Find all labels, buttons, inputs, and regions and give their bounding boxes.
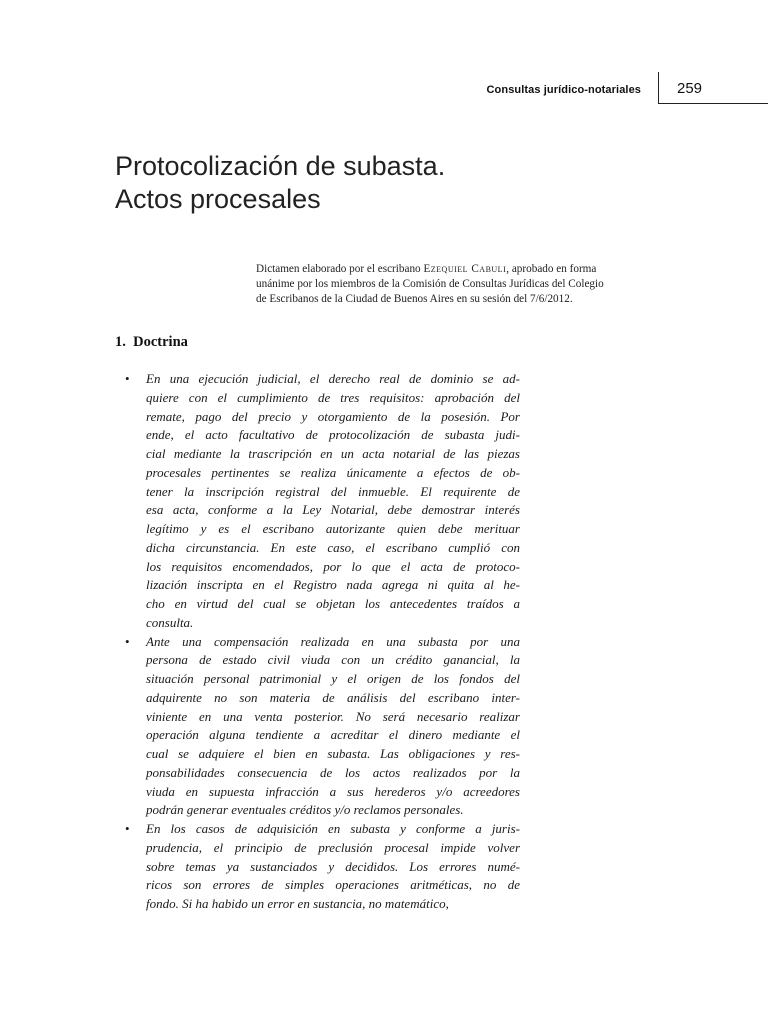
page-number: 259 (677, 80, 703, 97)
bullet-text-line: podrán generar eventuales créditos y/o reclamos personales. (146, 802, 464, 818)
bullet-text-line: cual se adquiere el bien en subasta. Las obligaciones y res- (146, 746, 520, 761)
bullet-text-line: cho en virtud del cual se objetan los antecedentes traídos a (146, 596, 520, 611)
bullet-text-line: En los casos de adquisición en subasta y conforme a juris- (146, 821, 520, 836)
article-byline (256, 262, 666, 307)
section-heading (115, 334, 188, 351)
header-horizontal-rule (659, 103, 768, 104)
bullet-text-line: ende, el acto facultativo de protocolización de subasta judi- (146, 427, 520, 443)
bullet-text-line: consulta. (146, 614, 194, 630)
doctrine-bullet-list (115, 370, 520, 914)
bullet-text-line: lización inscripta en el Registro nada agrega ni quita al he- (146, 577, 520, 593)
section-heading-text: Doctrina (133, 334, 188, 350)
bullet-text-line: cial mediante la trascripción en un acta notarial de las piezas (146, 446, 520, 461)
article-title-line-1: Protocolización de subasta. (115, 151, 446, 181)
bullet-text-line: fondo. Si ha habido un error en sustancia, no matemático, (146, 896, 449, 911)
bullet-text-line: viuda en supuesta infracción a sus herederos y/o acreedores (146, 783, 520, 799)
bullet-text-line: situación personal patrimonial y el origen de los fondos del (146, 671, 520, 686)
byline-author: Ezequiel Cabuli (423, 263, 507, 275)
bullet-text-line: quiere con el cumplimiento de tres requisitos: aprobación del (146, 389, 520, 405)
bullet-dot-icon: • (125, 371, 130, 386)
bullet-text-line: legítimo y es el escribano autorizante quien debe merituar (146, 521, 520, 536)
bullet-text-line: En una ejecución judicial, el derecho real de dominio se ad- (146, 371, 520, 386)
bullet-text-line: dicha circunstancia. En este caso, el escribano cumplió con (146, 539, 520, 555)
bullet-text-line: esa acta, conforme a la Ley Notarial, debe demostrar interés (146, 502, 520, 518)
header-vertical-rule (658, 72, 659, 104)
byline-line-1-rest: , aprobado en forma (506, 263, 597, 275)
bullet-text-line: prudencia, el principio de preclusión procesal impide volver (146, 839, 520, 855)
doctrine-bullet-item (115, 633, 520, 821)
byline-prefix: Dictamen elaborado por el escribano (256, 263, 424, 275)
bullet-text-line: operación alguna tendiente a acreditar el dinero mediante el (146, 727, 520, 743)
bullet-dot-icon: • (125, 821, 130, 836)
running-header-title: Consultas jurídico-notariales (486, 84, 641, 96)
byline-line-3: de Escribanos de la Ciudad de Buenos Aires en su sesión del 7/6/2012. (256, 293, 573, 305)
article-title (115, 150, 675, 216)
bullet-text-line: ponsabilidades consecuencia de los actos realizados por la (146, 764, 520, 780)
byline-line-1 (256, 262, 666, 277)
article-title-line-2: Actos procesales (115, 184, 321, 214)
byline-line-2: unánime por los miembros de la Comisión de Consultas Jurídicas del Colegio (256, 278, 604, 290)
bullet-text-line: procesales pertinentes se realiza únicamente a efectos de ob- (146, 464, 520, 480)
bullet-text-line: persona de estado civil viuda con un crédito ganancial, la (146, 652, 520, 668)
bullet-text-line: tener la inscripción registral del inmueble. El requirente de (146, 483, 520, 499)
bullet-text-line: viniente en una venta posterior. No será necesario realizar (146, 708, 520, 724)
bullet-dot-icon: • (125, 633, 130, 649)
bullet-text-line: adquirente no son materia de análisis del escribano inter- (146, 689, 520, 705)
doctrine-bullet-item (115, 370, 520, 633)
bullet-text-line: remate, pago del precio y otorgamiento de la posesión. Por (146, 408, 520, 424)
bullet-text-line: Ante una compensación realizada en una subasta por una (146, 633, 520, 649)
section-number: 1. (115, 334, 126, 350)
bullet-text-line: los requisitos encomendados, por lo que el acta de protoco- (146, 558, 520, 574)
doctrine-bullet-item (115, 820, 520, 914)
bullet-text-line: ricos son errores de simples operaciones aritméticas, no de (146, 877, 520, 893)
bullet-text-line: sobre temas ya sustanciados y decididos. Los errores numé- (146, 858, 520, 874)
